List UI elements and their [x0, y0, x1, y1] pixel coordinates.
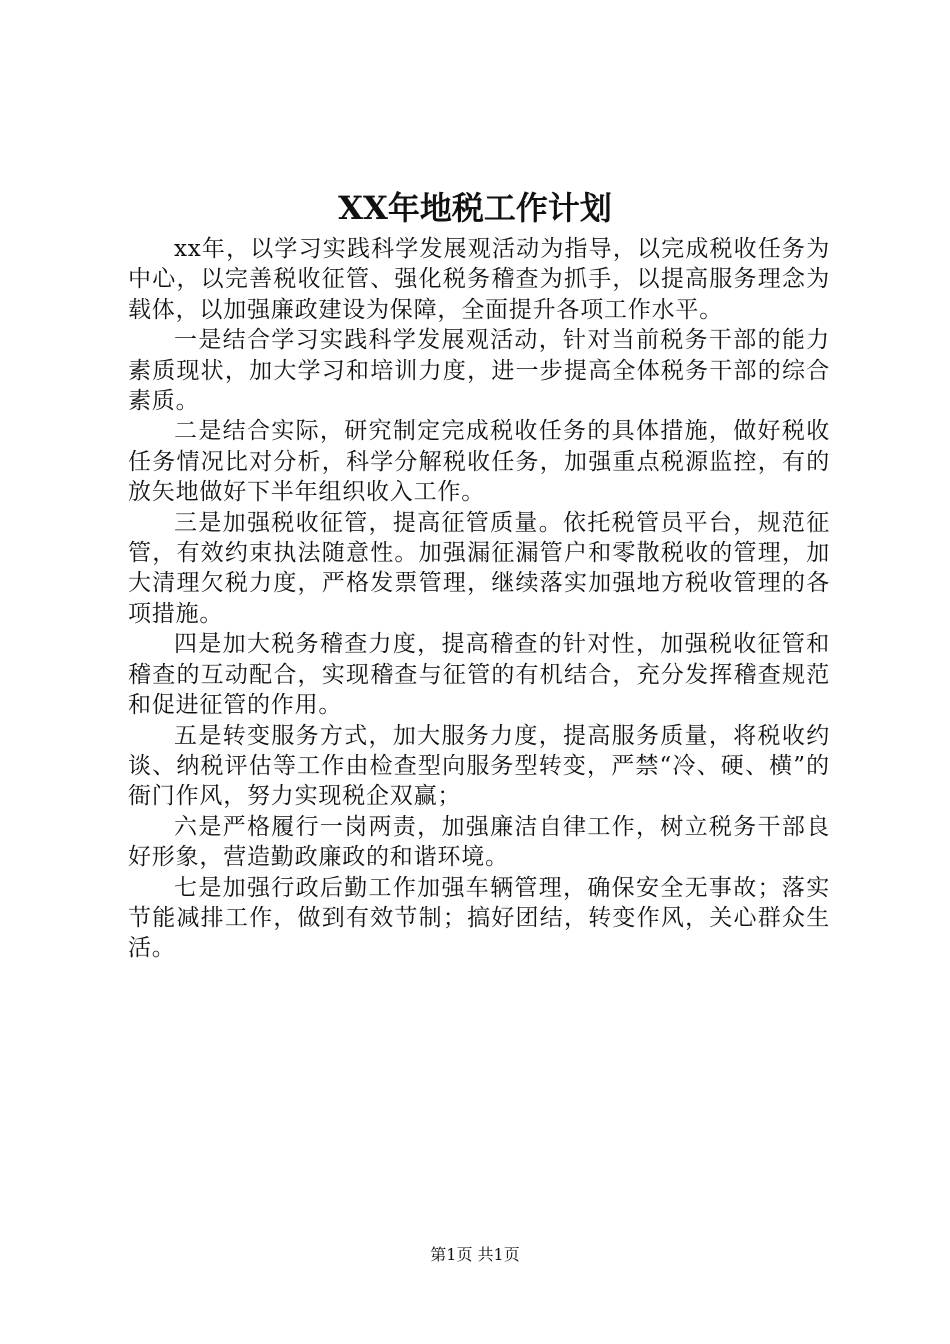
- paragraph-intro: xx年，以学习实践科学发展观活动为指导，以完成税收任务为中心，以完善税收征管、强化税务稽查为抓手，以提高服务理念为载体，以加强廉政建设为保障，全面提升各项工作水平。: [128, 236, 830, 323]
- paragraph-item-6: 六是严格履行一岗两责，加强廉洁自律工作，树立税务干部良好形象，营造勤政廉政的和谐环境。: [128, 813, 830, 871]
- paragraph-item-1: 一是结合学习实践科学发展观活动，针对当前税务干部的能力素质现状，加大学习和培训力度，进一步提高全体税务干部的综合素质。: [128, 327, 830, 415]
- paragraph-item-3: 三是加强税收征管，提高征管质量。依托税管员平台，规范征管，有效约束执法随意性。加强漏征漏管户和零散税收的管理，加大清理欠税力度，严格发票管理，继续落实加强地方税收管理的各项措施。: [128, 509, 830, 627]
- document-title: XX年地税工作计划: [338, 189, 612, 227]
- paragraph-item-5: 五是转变服务方式，加大服务力度，提高服务质量，将税收约谈、纳税评估等工作由检查型向服务型转变，严禁“冷、硬、横”的衙门作风，努力实现税企双赢；: [128, 722, 830, 810]
- paragraph-item-7: 七是加强行政后勤工作加强车辆管理，确保安全无事故；落实节能减排工作，做到有效节制；搞好团结，转变作风，关心群众生活。: [128, 874, 830, 962]
- paragraph-item-4: 四是加大税务稽查力度，提高稽查的针对性，加强税收征管和稽查的互动配合，实现稽查与征管的有机结合，充分发挥稽查规范和促进征管的作用。: [128, 631, 830, 719]
- document-body: [128, 234, 830, 964]
- paragraph-item-2: 二是结合实际，研究制定完成税收任务的具体措施，做好税收任务情况比对分析，科学分解税收任务，加强重点税源监控，有的放矢地做好下半年组织收入工作。: [128, 418, 830, 506]
- page-number-footer: 第1页 共1页: [430, 1245, 520, 1264]
